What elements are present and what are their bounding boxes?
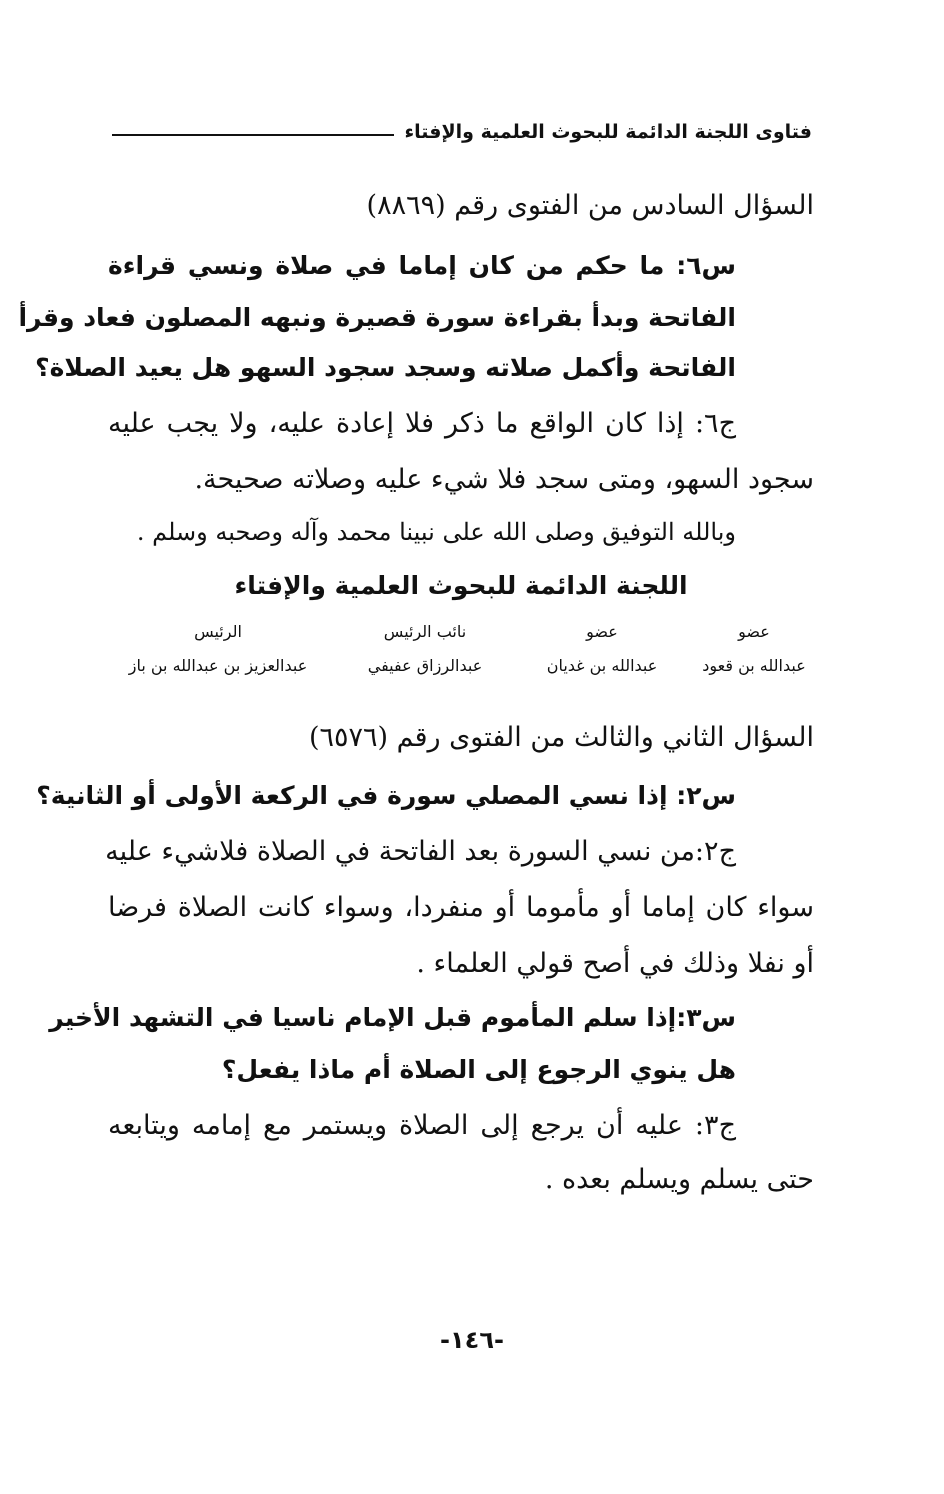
member-role: عضو	[738, 622, 770, 641]
member-role: عضو	[586, 622, 618, 641]
question-line: الفاتحة وبدأ بقراءة سورة قصيرة ونبهه المصلون فعاد وقرأ	[18, 303, 736, 332]
committee-names	[108, 656, 814, 675]
header-title: فتاوى اللجنة الدائمة للبحوث العلمية والإفتاء	[404, 121, 812, 143]
closing-line: وبالله التوفيق وصلى الله على نبينا محمد وآله وصحبه وسلم .	[136, 518, 736, 546]
section-heading: السؤال السادس من الفتوى رقم (٨٨٦٩)	[366, 190, 814, 221]
member-role: الرئيس	[194, 622, 242, 641]
question-line: هل ينوي الرجوع إلى الصلاة أم ماذا يفعل؟	[221, 1055, 736, 1084]
answer-line: حتى يسلم ويسلم بعده .	[544, 1164, 814, 1195]
member-name: عبدالعزيز بن عبدالله بن باز	[128, 656, 308, 675]
answer-line: ج٦: إذا كان الواقع ما ذكر فلا إعادة عليه، ولا يجب عليه	[108, 408, 736, 439]
answer-line: سواء كان إماما أو مأموما أو منفردا، وسواء كانت الصلاة فرضا	[108, 892, 814, 923]
header-rule	[112, 134, 394, 136]
member-name: عبدالله بن غديان	[546, 656, 658, 675]
answer-line: ج٣: عليه أن يرجع إلى الصلاة ويستمر مع إمامه ويتابعه	[108, 1110, 736, 1141]
member-name: عبدالرزاق عفيفي	[367, 656, 483, 675]
answer-line: ج٢:من نسي السورة بعد الفاتحة في الصلاة فلاشيء عليه	[105, 836, 736, 867]
member-name: عبدالله بن قعود	[702, 656, 806, 675]
member-role: نائب الرئيس	[383, 622, 467, 641]
question-line: س٦: ما حكم من كان إماما في صلاة ونسي قراءة	[108, 251, 736, 280]
committee-title: اللجنة الدائمة للبحوث العلمية والإفتاء	[234, 571, 688, 600]
committee-roles	[108, 622, 814, 641]
page-number: -١٤٦-	[440, 1326, 504, 1354]
answer-line: أو نفلا وذلك في أصح قولي العلماء .	[416, 948, 814, 979]
running-header	[112, 112, 812, 152]
question-line: س٢: إذا نسي المصلي سورة في الركعة الأولى أو الثانية؟	[36, 781, 736, 810]
section-heading: السؤال الثاني والثالث من الفتوى رقم (٦٥٧٦)	[308, 722, 814, 753]
answer-line: سجود السهو، ومتى سجد فلا شيء عليه وصلاته صحيحة.	[194, 464, 814, 495]
question-line: س٣:إذا سلم المأموم قبل الإمام ناسيا في التشهد الأخير	[49, 1003, 736, 1032]
question-line: الفاتحة وأكمل صلاته وسجد سجود السهو هل يعيد الصلاة؟	[35, 353, 736, 382]
